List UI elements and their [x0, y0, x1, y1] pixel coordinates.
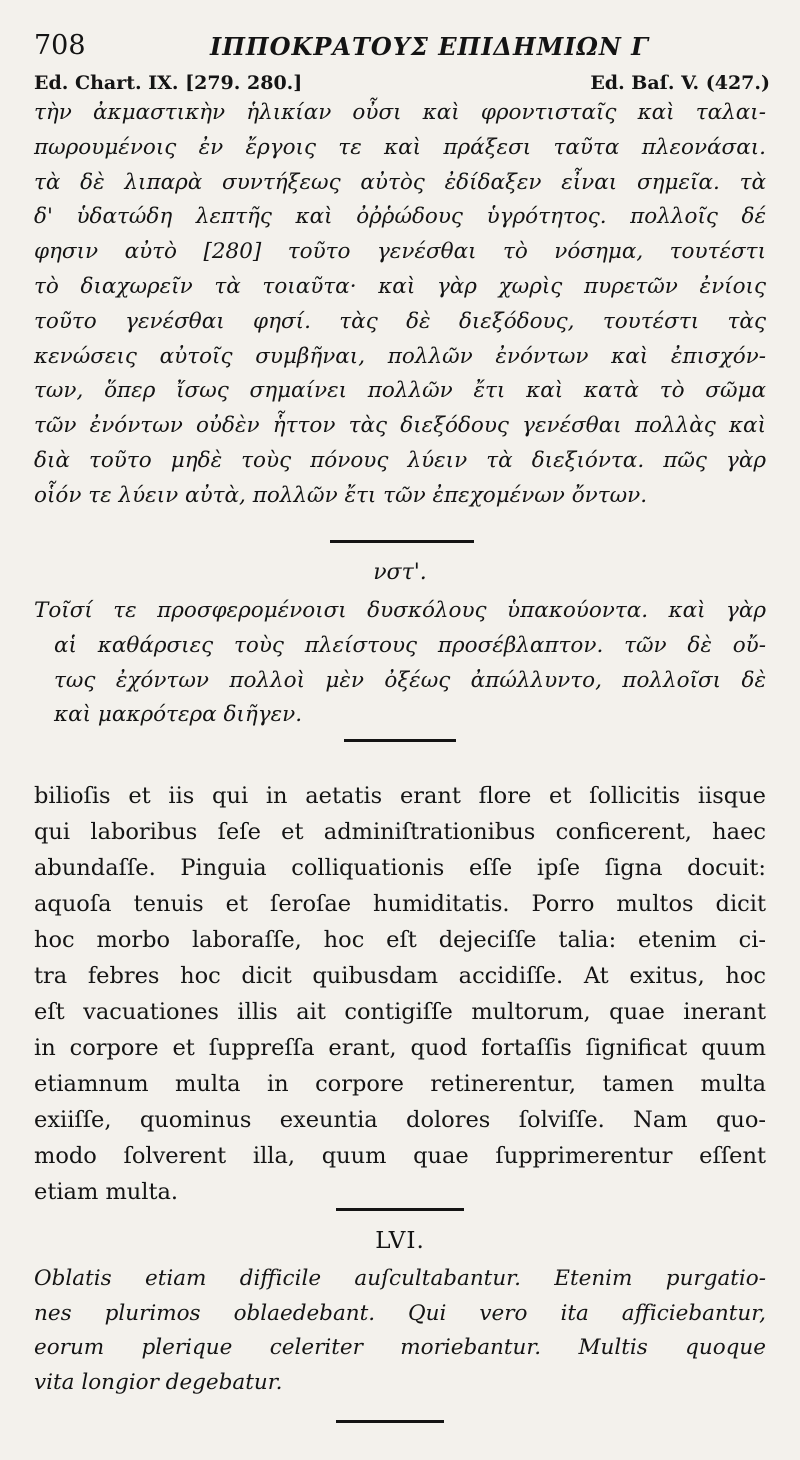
- text-line: φησιν αὐτὸ [280] τοῦτο γενέσθαι τὸ νόσημα, τουτέστι: [34, 239, 766, 265]
- greek-section-number: νστ'.: [373, 560, 427, 585]
- latin-section-number: LVI.: [375, 1228, 425, 1254]
- text-line: πωρουμένοις ἐν ἔργοις τε καὶ πράξεσι ταῦτα πλεονάσαι.: [34, 134, 766, 160]
- text-line: τὴν ἀκμαστικὴν ἡλικίαν οὖσι καὶ φροντισταῖς καὶ ταλαι-: [34, 100, 766, 125]
- greek-aphorism: [34, 594, 766, 733]
- text-line: qui laboribus ſeſe et adminiſtrationibus conficerent, haec: [34, 819, 766, 845]
- text-line: των, ὅπερ ἴσως σημαίνει πολλῶν ἔτι καὶ κατὰ τὸ σῶμα: [34, 378, 766, 404]
- edition-chart-ref: Ed. Chart. IX. [279. 280.]: [34, 72, 303, 94]
- greek-commentary: [34, 96, 766, 514]
- text-line: etiamnum multa in corpore retinerentur, tamen multa: [34, 1071, 766, 1097]
- text-line: τοῦτο γενέσθαι φησί. τὰς δὲ διεξόδους, τουτέστι τὰς: [34, 308, 766, 334]
- text-line: aquoſa tenuis et ſeroſae humiditatis. Porro multos dicit: [34, 891, 766, 917]
- page-number: 708: [34, 30, 86, 61]
- running-head: ΙΠΠΟΚΡΑΤΟΥΣ ΕΠΙΔΗΜΙΩΝ Γ: [210, 32, 650, 61]
- text-line: διὰ τοῦτο μηδὲ τοὺς πόνους λύειν τὰ διεξιόντα. πῶς γὰρ: [34, 447, 766, 473]
- text-line: καὶ μακρότερα διῆγεν.: [54, 702, 303, 728]
- text-line: vita longior degebatur.: [34, 1369, 283, 1395]
- text-line: exiiſſe, quominus exeuntia dolores ſolviſſe. Nam quo-: [34, 1107, 766, 1133]
- text-line: τὸ διαχωρεῖν τὰ τοιαῦτα· καὶ γὰρ χωρὶς πυρετῶν ἐνίοις: [34, 273, 766, 299]
- edition-basel-ref: Ed. Baſ. V. (427.): [590, 72, 770, 94]
- page-header: [34, 30, 770, 66]
- latin-commentary: [34, 778, 766, 1210]
- text-line: eſt vacuationes illis ait contigiſſe multorum, quae inerant: [34, 999, 766, 1025]
- text-line: hoc morbo laboraſſe, hoc eſt dejeciſſe talia: etenim ci-: [34, 927, 766, 953]
- text-line: tra febres hoc dicit quibusdam accidiſſe. At exitus, hoc: [34, 963, 766, 989]
- text-line: Oblatis etiam difficile auſcultabantur. Etenim purgatio-: [34, 1266, 766, 1291]
- text-line: abundaſſe. Pinguia colliquationis eſſe ipſe ſigna docuit:: [34, 855, 766, 881]
- section-divider: [344, 739, 456, 742]
- text-line: τῶν ἐνόντων οὐδὲν ἧττον τὰς διεξόδους γενέσθαι πολλὰς καὶ: [34, 413, 766, 439]
- text-line: etiam multa.: [34, 1179, 179, 1205]
- text-line: eorum plerique celeriter moriebantur. Multis quoque: [34, 1335, 766, 1360]
- text-line: modo ſolverent illa, quum quae ſupprimerentur eſſent: [34, 1143, 766, 1169]
- text-line: δ' ὑδατώδη λεπτῆς καὶ ὀῤῥώδους ὑγρότητος. πολλοῖς δέ: [34, 204, 766, 230]
- text-line: τως ἐχόντων πολλοὶ μὲν ὀξέως ἀπώλλυντο, πολλοῖσι δὲ: [54, 667, 766, 693]
- text-line: bilioſis et iis qui in aetatis erant flore et ſollicitis iisque: [34, 783, 766, 809]
- edition-line: [34, 72, 770, 98]
- text-line: οἷόν τε λύειν αὐτὰ, πολλῶν ἔτι τῶν ἐπεχομένων ὄντων.: [34, 482, 648, 508]
- section-divider: [330, 540, 474, 543]
- text-line: in corpore et ſuppreſſa erant, quod fortaſſis ſignificat quum: [34, 1035, 766, 1061]
- text-line: αἱ καθάρσιες τοὺς πλείστους προσέβλαπτον. τῶν δὲ οὔ-: [54, 632, 766, 658]
- section-divider: [336, 1420, 444, 1423]
- section-divider: [336, 1208, 464, 1211]
- text-line: τὰ δὲ λιπαρὰ συντήξεως αὐτὸς ἐδίδαξεν εἶναι σημεῖα. τὰ: [34, 169, 766, 195]
- text-line: κενώσεις αὐτοῖς συμβῆναι, πολλῶν ἐνόντων καὶ ἐπισχόν-: [34, 343, 766, 369]
- text-line: nes plurimos oblaedebant. Qui vero ita afficiebantur,: [34, 1300, 766, 1326]
- latin-aphorism: [34, 1262, 766, 1400]
- text-line: Τοῖσί τε προσφερομένοισι δυσκόλους ὑπακούοντα. καὶ γὰρ: [34, 598, 766, 623]
